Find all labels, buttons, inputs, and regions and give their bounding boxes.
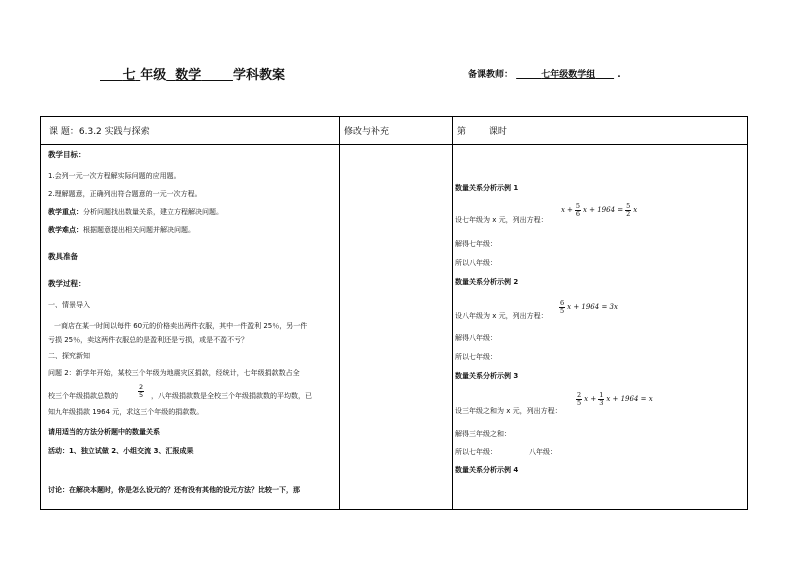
example-3-equation: $\frac{2}{5}$ x + $\frac{1}{3}$ x + 1964 = x (577, 391, 653, 407)
teacher-label: 备课教师： (468, 70, 514, 80)
process-title: 教学过程： (48, 279, 86, 288)
question-2-text-2a: 校三个年级捐款总数的 (48, 392, 118, 400)
period-label: 第 课时 (457, 127, 507, 137)
section-2-title: 二、探究新知 (48, 352, 90, 360)
example-3-setup: 设三年级之和为 x 元，列出方程： (455, 407, 562, 415)
revise-label: 修改与补充 (344, 127, 390, 137)
example-3-solve: 解得三年级之和： (455, 430, 511, 438)
goal-2: 2.理解题意，正确列出符合题意的一元一次方程。 (48, 190, 202, 198)
example-2-conclusion: 所以七年级： (455, 353, 497, 361)
teacher-line (468, 67, 621, 80)
section-1-text-2: 亏损 25％，卖这两件衣服总的是盈利还是亏损，或是不盈不亏？ (48, 336, 249, 344)
example-1-solve: 解得七年级： (455, 240, 497, 248)
fraction-two-fifths: $\frac{2}{5}$ (139, 383, 144, 399)
section-1-text-1: 一商店在某一时间以每件 60元的价格卖出两件衣服，其中一件盈利 25％，另一件 (54, 322, 308, 330)
header-row-divider (41, 144, 747, 145)
question-2-text-1: 问题 2：新学年开始，某校三个年级为地震灾区捐款，经统计，七年级捐款数占全 (48, 369, 300, 377)
example-3-title: 数量关系分析示例 3 (455, 372, 519, 380)
subject-blank: 数学 (175, 68, 202, 83)
prep-title: 教具准备 (48, 252, 78, 261)
example-2-equation: $\frac{6}{5}$ x + 1964 = 3x (560, 299, 618, 315)
example-1-conclusion: 所以八年级： (455, 259, 497, 267)
example-1-equation: x + $\frac{5}{6}$ x + 1964 = $\frac{5}{2}$ x (561, 202, 638, 218)
topic-label: 课 题： (49, 127, 79, 137)
grade-suffix: 年级 (140, 68, 167, 83)
teacher-name: 七年级数学组 (541, 70, 596, 80)
key-point: 教学重点：分析问题找出数量关系，建立方程解决问题。 (48, 208, 223, 216)
grade-blank: 七 (122, 68, 136, 83)
page-title (100, 64, 285, 83)
example-2-title: 数量关系分析示例 2 (455, 278, 519, 286)
lesson-table (40, 116, 748, 510)
goal-1: 1.会列一元一次方程解实际问题的应用题。 (48, 172, 181, 180)
end-mark: . (617, 70, 621, 80)
topic-value: 6.3.2 实践与探索 (78, 127, 150, 137)
column-divider-2 (452, 117, 453, 509)
example-3-grade7: 所以七年级： (455, 448, 497, 456)
question-2-text-2b: ，八年级捐款数是全校三个年级捐款数的平均数，已 (151, 392, 312, 400)
column-divider-1 (339, 117, 340, 509)
discussion-line: 讨论：在解决本题时，你是怎么设元的？还有没有其他的设元方法？比较一下，那 (48, 486, 300, 494)
goals-title: 教学目标： (48, 150, 86, 159)
example-1-setup: 设七年级为 x 元，列出方程： (455, 216, 548, 224)
difficult-point: 教学难点：根据题意提出相关问题并解决问题。 (48, 226, 195, 234)
example-2-setup: 设八年级为 x 元，列出方程： (455, 312, 548, 320)
analyze-prompt: 请用适当的方法分析题中的数量关系 (48, 428, 160, 436)
activity-line: 活动：1、独立试做 2、小组交流 3、汇报成果 (48, 447, 194, 455)
example-2-solve: 解得八年级： (455, 334, 497, 342)
example-1-title: 数量关系分析示例 1 (455, 184, 519, 192)
question-2-text-3: 知九年级捐款 1964 元，求这三个年级的捐款数。 (48, 408, 204, 416)
example-3-grade8: 八年级： (529, 448, 557, 456)
example-4-title: 数量关系分析示例 4 (455, 466, 519, 474)
title-suffix: 学科教案 (232, 68, 285, 83)
topic-cell (49, 124, 150, 137)
section-1-title: 一、情景导入 (48, 301, 90, 309)
